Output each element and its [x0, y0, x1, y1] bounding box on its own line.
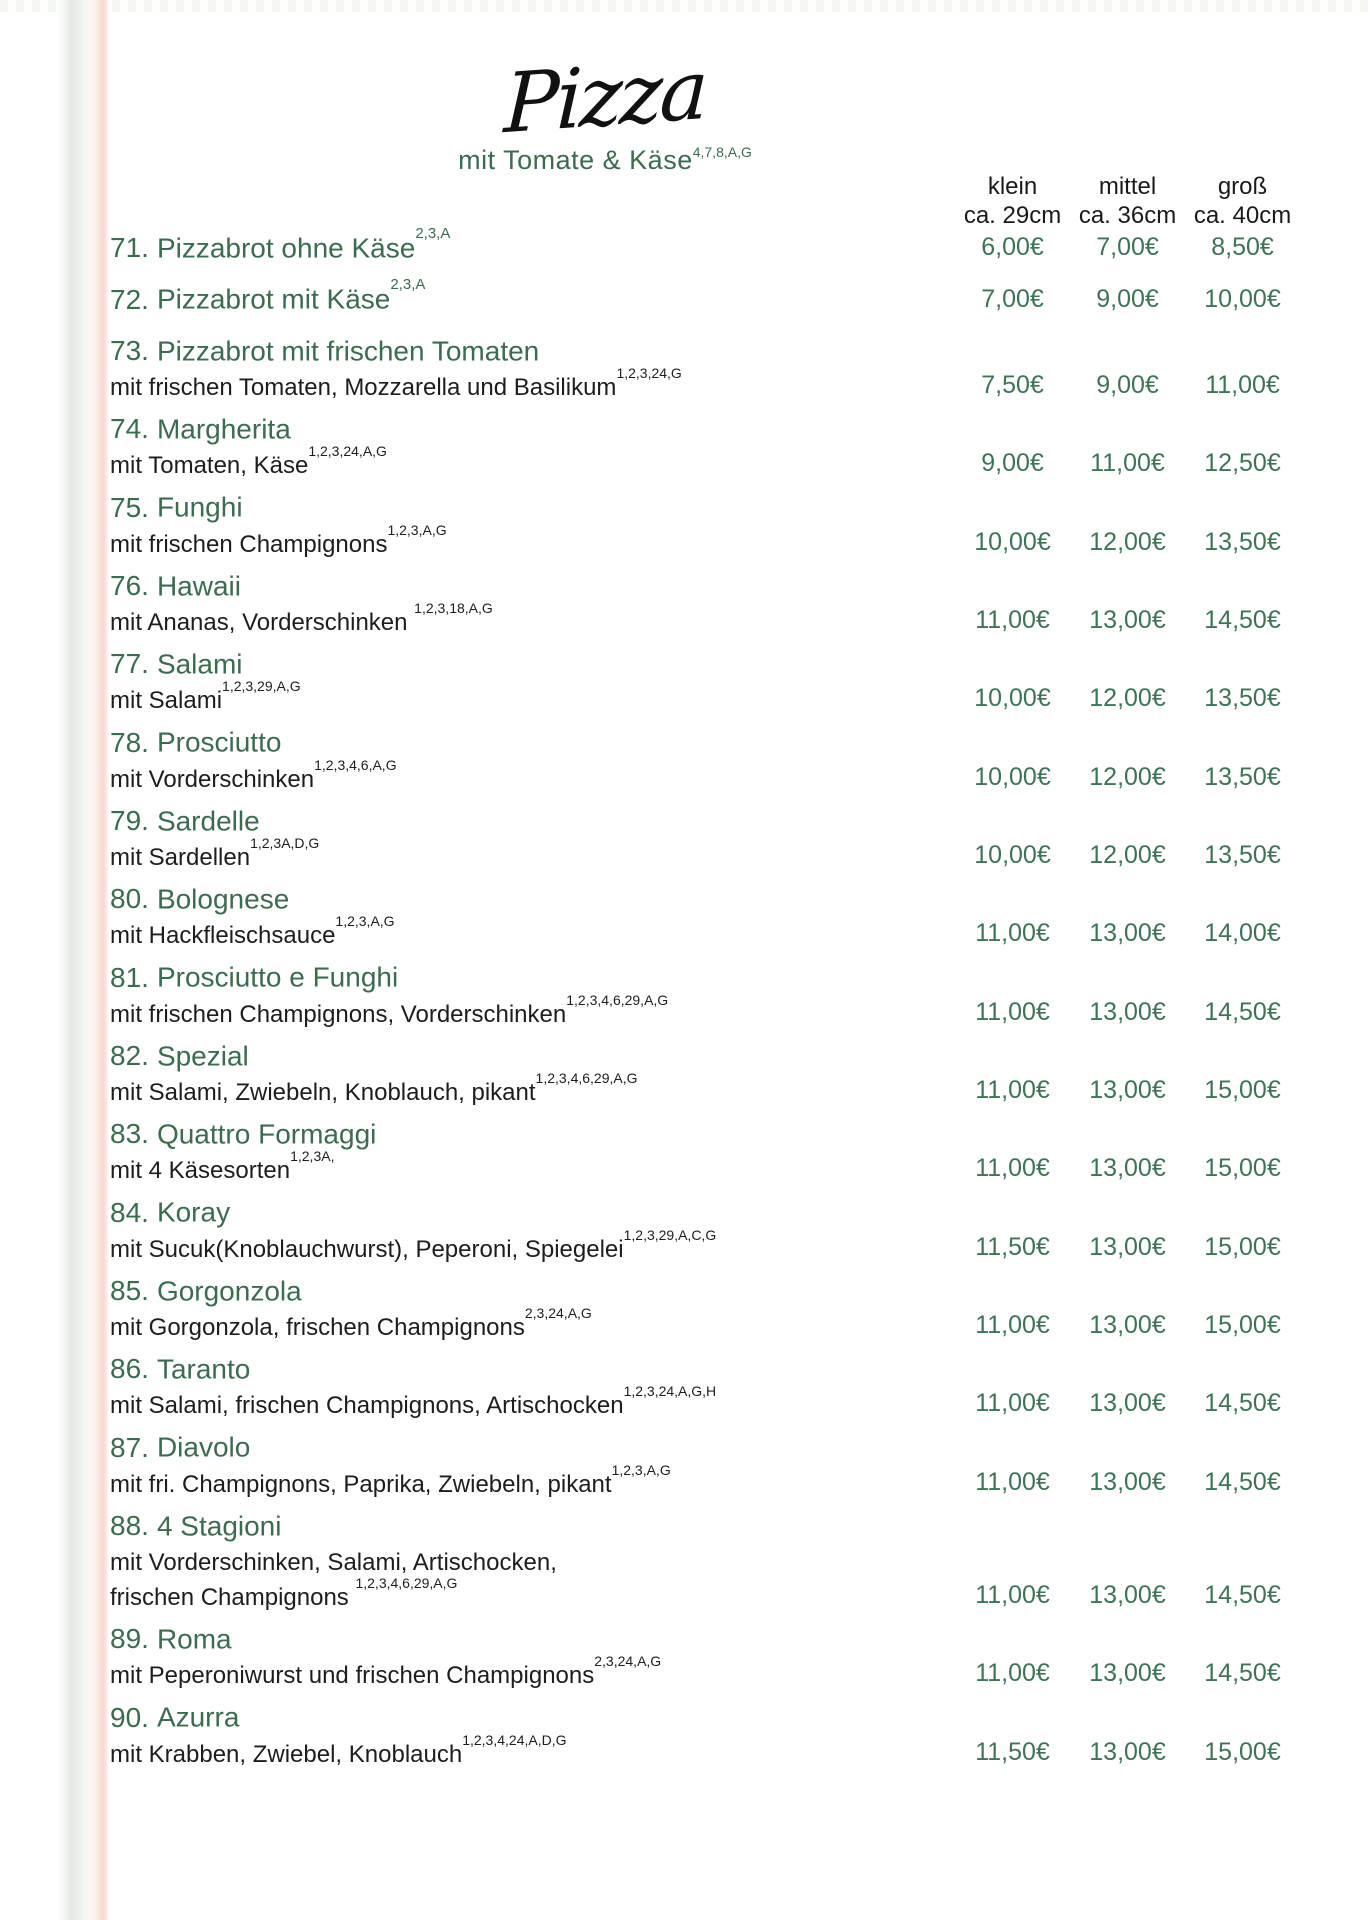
menu-item-row: [110, 1617, 1300, 1690]
item-name: [110, 1112, 955, 1150]
item-prices: [955, 1737, 1300, 1767]
item-description-line1: [110, 1307, 955, 1342]
top-edge-tick-pattern: [0, 0, 1369, 12]
item-description-allergens: 1,2,3,4,6,29,A,G: [535, 1070, 638, 1087]
item-name: [110, 877, 955, 915]
item-description-text: mit Krabben, Zwiebel, Knoblauch: [110, 1740, 463, 1768]
size-dim-mittel: ca. 36cm: [1078, 202, 1177, 229]
item-number: 90.: [110, 1701, 149, 1733]
item-number: 85.: [110, 1275, 149, 1307]
price-gross: 13,50€: [1204, 762, 1281, 791]
item-description-line1: [110, 521, 955, 559]
menu-item-row: [110, 720, 1300, 793]
item-info: [110, 485, 955, 558]
price-mittel: 13,00€: [1089, 1467, 1166, 1496]
item-info: [110, 1190, 955, 1263]
price-gross: 15,00€: [1204, 1311, 1281, 1340]
menu-item-row: [110, 799, 1300, 872]
price-mittel: 12,00€: [1089, 841, 1166, 870]
price-mittel: 9,00€: [1096, 284, 1159, 313]
price-mittel: 13,00€: [1089, 1737, 1166, 1766]
price-klein: 7,00€: [981, 284, 1044, 313]
size-label-gross: groß: [1217, 173, 1268, 200]
size-label-mittel: mittel: [1098, 173, 1157, 200]
price-klein: 11,00€: [975, 1154, 1050, 1183]
size-column-header: [955, 173, 1300, 231]
price-mittel: 13,00€: [1089, 1076, 1166, 1105]
item-name: [110, 1269, 955, 1307]
price-klein: 11,00€: [975, 1311, 1050, 1340]
item-description-line1: [110, 1542, 955, 1577]
price-klein: 10,00€: [974, 527, 1051, 556]
menu-item-row: [110, 226, 1300, 264]
item-description-text: mit frischen Champignons: [110, 530, 388, 558]
price-klein: 11,00€: [975, 1467, 1050, 1496]
item-name-text: Hawaii: [156, 570, 241, 602]
item-number: 87.: [110, 1431, 149, 1463]
item-name: [110, 720, 955, 758]
item-name-text: 4 Stagioni: [156, 1510, 282, 1541]
item-name: [110, 642, 955, 680]
item-description-text: mit fri. Champignons, Paprika, Zwiebeln, pikant: [110, 1470, 612, 1498]
item-description-text2: frischen Champignons: [110, 1584, 356, 1611]
page-title: Pizza: [502, 42, 708, 153]
item-info: [110, 1269, 955, 1342]
item-number: 80.: [110, 883, 149, 915]
price-mittel: 13,00€: [1089, 919, 1166, 948]
item-name: [110, 799, 955, 837]
menu-item-row: [110, 407, 1300, 480]
item-description-allergens: 1,2,3,18,A,G: [414, 600, 493, 617]
price-gross: 13,50€: [1204, 684, 1281, 713]
price-mittel: 13,00€: [1089, 1581, 1166, 1609]
item-description-allergens: 1,2,3,24,G: [616, 365, 682, 382]
item-name-text: Salami: [156, 648, 243, 680]
price-mittel: 12,00€: [1089, 762, 1166, 791]
item-description-line1: [110, 1655, 955, 1690]
price-klein: 11,50€: [975, 1232, 1050, 1261]
price-mittel: 13,00€: [1089, 1232, 1166, 1261]
item-name: [110, 226, 955, 264]
price-mittel: 13,00€: [1089, 1154, 1166, 1183]
size-dim-klein: ca. 29cm: [963, 202, 1062, 229]
item-info: [110, 642, 955, 715]
price-gross: 14,50€: [1204, 997, 1281, 1026]
item-number: 78.: [110, 726, 149, 758]
price-gross: 14,50€: [1204, 1389, 1281, 1418]
item-prices: [955, 840, 1300, 870]
item-prices: [955, 1153, 1300, 1183]
item-name-text: Prosciutto: [156, 726, 282, 758]
menu-item-list: [110, 226, 1300, 1769]
item-info: [110, 329, 955, 402]
item-number: 76.: [110, 570, 149, 602]
item-description-allergens: 1,2,3,4,24,A,D,G: [462, 1731, 567, 1748]
item-prices: [955, 370, 1300, 400]
item-name-text: Quattro Formaggi: [156, 1118, 377, 1150]
item-description-text: mit Salami: [110, 687, 223, 715]
title-block: [110, 42, 1100, 176]
item-number: 84.: [110, 1196, 149, 1228]
price-mittel: 12,00€: [1089, 684, 1166, 713]
item-name-text: Azurra: [156, 1701, 240, 1733]
item-name: [110, 1034, 955, 1072]
item-prices: [955, 1310, 1300, 1340]
item-name: [110, 1617, 955, 1655]
item-number: 74.: [110, 413, 149, 445]
item-description-line1: [110, 367, 955, 402]
item-prices: [955, 1388, 1300, 1418]
menu-item-row: [110, 955, 1300, 1028]
item-name-text: Sardelle: [156, 805, 260, 837]
item-description-line2: [110, 1577, 955, 1612]
item-info: [110, 1347, 955, 1420]
price-gross: 14,50€: [1204, 1581, 1281, 1609]
item-name-allergens: 2,3,A: [415, 225, 451, 243]
item-description-line1: [110, 1150, 955, 1185]
left-fold-stripe: [57, 0, 109, 1920]
item-prices: [955, 997, 1300, 1027]
item-number: 73.: [110, 335, 149, 367]
item-description-line1: [110, 1731, 955, 1769]
price-gross: 12,50€: [1204, 449, 1281, 478]
item-info: [110, 564, 955, 637]
item-prices: [955, 605, 1300, 635]
item-info: [110, 277, 955, 315]
item-info: [110, 877, 955, 950]
item-description-text: mit Hackfleischsauce: [110, 922, 336, 950]
size-dim-gross: ca. 40cm: [1193, 202, 1292, 229]
item-description-line1: [110, 602, 955, 637]
item-description-allergens: 1,2,3,24,A,G,H: [623, 1383, 717, 1400]
price-gross: 14,50€: [1204, 606, 1281, 635]
item-prices: [955, 1075, 1300, 1105]
item-description-line1: [110, 837, 955, 872]
item-name-text: Pizzabrot ohne Käse: [156, 232, 416, 264]
price-klein: 11,00€: [975, 919, 1050, 948]
item-description-text: mit Salami, frischen Champignons, Artischocken: [110, 1392, 624, 1420]
item-prices: [955, 683, 1300, 713]
price-klein: 11,00€: [975, 1076, 1050, 1105]
price-klein: 11,50€: [975, 1737, 1050, 1766]
price-klein: 10,00€: [974, 841, 1051, 870]
item-name-text: Diavolo: [156, 1431, 251, 1463]
item-name-text: Roma: [156, 1623, 232, 1655]
item-description-line1: [110, 680, 955, 715]
item-info: [110, 955, 955, 1028]
menu-item-row: [110, 564, 1300, 637]
price-mittel: 12,00€: [1089, 527, 1166, 556]
item-description-line1: [110, 1072, 955, 1107]
item-info: [110, 407, 955, 480]
item-name-text: Funghi: [156, 491, 243, 523]
item-info: [110, 799, 955, 872]
price-gross: 15,00€: [1204, 1737, 1281, 1766]
item-description-text: mit Tomaten, Käse: [110, 452, 309, 480]
price-klein: 11,00€: [975, 1389, 1050, 1418]
menu-item-row: [110, 1695, 1300, 1768]
item-name: [110, 1695, 955, 1733]
price-klein: 7,50€: [981, 371, 1044, 400]
menu-item-row: [110, 1112, 1300, 1185]
item-description-allergens: 2,3,24,A,G: [524, 1305, 592, 1322]
item-prices: [955, 1467, 1300, 1497]
price-gross: 15,00€: [1204, 1076, 1281, 1105]
price-gross: 10,00€: [1204, 284, 1281, 313]
item-description-allergens: 1,2,3A,D,G: [250, 835, 320, 852]
item-number: 89.: [110, 1623, 149, 1655]
item-name: [110, 564, 955, 602]
item-number: 71.: [110, 232, 149, 264]
item-info: [110, 720, 955, 793]
price-gross: 14,50€: [1204, 1659, 1281, 1688]
item-name: [110, 1425, 955, 1463]
item-info: [110, 1695, 955, 1768]
item-number: 79.: [110, 805, 149, 837]
item-name: [110, 1504, 955, 1542]
item-name-text: Margherita: [156, 413, 291, 445]
item-description-allergens2: 1,2,3,4,6,29,A,G: [355, 1575, 458, 1591]
item-info: [110, 1112, 955, 1185]
page-subtitle: [110, 145, 1100, 176]
item-description-allergens: 1,2,3,4,6,A,G: [314, 756, 397, 773]
item-description-text: mit Gorgonzola, frischen Champignons: [110, 1314, 525, 1342]
price-mittel: 11,00€: [1090, 449, 1165, 478]
menu-item-row: [110, 877, 1300, 950]
item-description-text: mit Ananas, Vorderschinken: [110, 609, 415, 637]
price-gross: 14,00€: [1204, 919, 1281, 948]
item-prices: [955, 1658, 1300, 1688]
item-prices: [955, 1232, 1300, 1262]
item-description-text: mit Sardellen: [110, 844, 251, 872]
item-name-text: Taranto: [156, 1353, 251, 1385]
item-name: [110, 485, 955, 523]
menu-item-row: [110, 1504, 1300, 1612]
size-label-klein: klein: [987, 173, 1038, 200]
item-prices: [955, 232, 1300, 262]
item-description-line1: [110, 756, 955, 794]
price-mittel: 13,00€: [1089, 606, 1166, 635]
price-klein: 6,00€: [981, 233, 1044, 262]
price-gross: 13,50€: [1204, 527, 1281, 556]
item-prices: [955, 448, 1300, 478]
item-description-text: mit Peperoniwurst und frischen Champignons: [110, 1662, 595, 1690]
item-number: 72.: [110, 283, 149, 315]
item-description-allergens: 1,2,3,A,G: [611, 1461, 671, 1478]
item-description-allergens: 1,2,3,29,A,G: [222, 678, 301, 695]
item-description-line1: [110, 445, 955, 480]
item-number: 86.: [110, 1353, 149, 1385]
menu-item-row: [110, 329, 1300, 402]
price-mittel: 13,00€: [1089, 997, 1166, 1026]
item-name-text: Pizzabrot mit frischen Tomaten: [156, 335, 540, 367]
item-description-line1: [110, 991, 955, 1029]
item-description-text: mit Vorderschinken: [110, 765, 315, 793]
item-prices: [955, 284, 1300, 314]
item-name: [110, 329, 955, 367]
item-description-allergens: 1,2,3A,: [290, 1148, 335, 1165]
item-number: 83.: [110, 1118, 149, 1150]
item-description-text: mit frischen Tomaten, Mozzarella und Basilikum: [110, 374, 617, 402]
item-info: [110, 1425, 955, 1498]
item-name: [110, 1347, 955, 1385]
item-info: [110, 1617, 955, 1690]
item-name-text: Koray: [156, 1196, 231, 1228]
menu-item-row: [110, 642, 1300, 715]
subtitle-allergens: 4,7,8,A,G: [692, 144, 752, 161]
item-number: 75.: [110, 491, 149, 523]
menu-item-row: [110, 277, 1300, 315]
price-klein: 11,00€: [975, 606, 1050, 635]
item-name: [110, 1190, 955, 1228]
item-prices: [955, 527, 1300, 557]
item-prices: [955, 1580, 1300, 1610]
price-gross: 13,50€: [1204, 841, 1281, 870]
item-description-allergens: 2,3,24,A,G: [594, 1653, 662, 1670]
price-mittel: 13,00€: [1089, 1311, 1166, 1340]
item-description-line1: [110, 1461, 955, 1499]
price-gross: 8,50€: [1211, 233, 1274, 262]
item-info: [110, 1504, 955, 1612]
item-name-allergens: 2,3,A: [390, 276, 426, 294]
item-name: [110, 407, 955, 445]
item-name-text: Spezial: [156, 1040, 249, 1072]
item-info: [110, 226, 955, 264]
item-description-text: mit Vorderschinken, Salami, Artischocken,: [110, 1549, 557, 1576]
price-gross: 11,00€: [1205, 371, 1280, 400]
item-prices: [955, 762, 1300, 792]
menu-item-row: [110, 1425, 1300, 1498]
price-klein: 10,00€: [974, 762, 1051, 791]
menu-item-row: [110, 1034, 1300, 1107]
menu-item-row: [110, 1190, 1300, 1263]
price-klein: 10,00€: [974, 684, 1051, 713]
item-description-line1: [110, 1385, 955, 1420]
price-mittel: 9,00€: [1096, 371, 1159, 400]
item-description-line1: [110, 915, 955, 950]
price-klein: 11,00€: [975, 1659, 1050, 1688]
menu-item-row: [110, 1269, 1300, 1342]
item-number: 77.: [110, 648, 149, 680]
item-description-text: mit Salami, Zwiebeln, Knoblauch, pikant: [110, 1079, 536, 1107]
price-klein: 11,00€: [975, 997, 1050, 1026]
item-name-text: Bolognese: [156, 883, 290, 915]
item-number: 81.: [110, 961, 149, 993]
menu-item-row: [110, 485, 1300, 558]
item-description-line1: [110, 1226, 955, 1264]
item-name-text: Pizzabrot mit Käse: [156, 283, 391, 315]
price-gross: 15,00€: [1204, 1154, 1281, 1183]
item-number: 88.: [110, 1510, 149, 1541]
menu-content: [110, 42, 1300, 1774]
price-klein: 11,00€: [975, 1581, 1050, 1609]
item-description-allergens: 1,2,3,A,G: [387, 521, 447, 538]
item-name-text: Gorgonzola: [156, 1275, 302, 1307]
item-name: [110, 955, 955, 993]
price-mittel: 13,00€: [1089, 1659, 1166, 1688]
menu-item-row: [110, 1347, 1300, 1420]
price-gross: 14,50€: [1204, 1467, 1281, 1496]
price-gross: 15,00€: [1204, 1232, 1281, 1261]
item-description-text: mit frischen Champignons, Vorderschinken: [110, 1000, 567, 1028]
subtitle-text: mit Tomate & Käse: [458, 145, 693, 176]
item-description-allergens: 1,2,3,A,G: [335, 913, 395, 930]
item-description-text: mit 4 Käsesorten: [110, 1157, 291, 1185]
item-description-text: mit Sucuk(Knoblauchwurst), Peperoni, Spiegelei: [110, 1235, 624, 1263]
item-number: 82.: [110, 1040, 149, 1072]
item-description-allergens: 1,2,3,29,A,C,G: [623, 1226, 717, 1243]
price-klein: 9,00€: [981, 449, 1044, 478]
price-mittel: 7,00€: [1096, 233, 1159, 262]
item-name: [110, 277, 955, 315]
item-description-allergens: 1,2,3,24,A,G: [308, 443, 387, 460]
item-prices: [955, 918, 1300, 948]
price-mittel: 13,00€: [1089, 1389, 1166, 1418]
item-name-text: Prosciutto e Funghi: [156, 961, 399, 993]
item-info: [110, 1034, 955, 1107]
item-description-allergens: 1,2,3,4,6,29,A,G: [566, 991, 669, 1008]
